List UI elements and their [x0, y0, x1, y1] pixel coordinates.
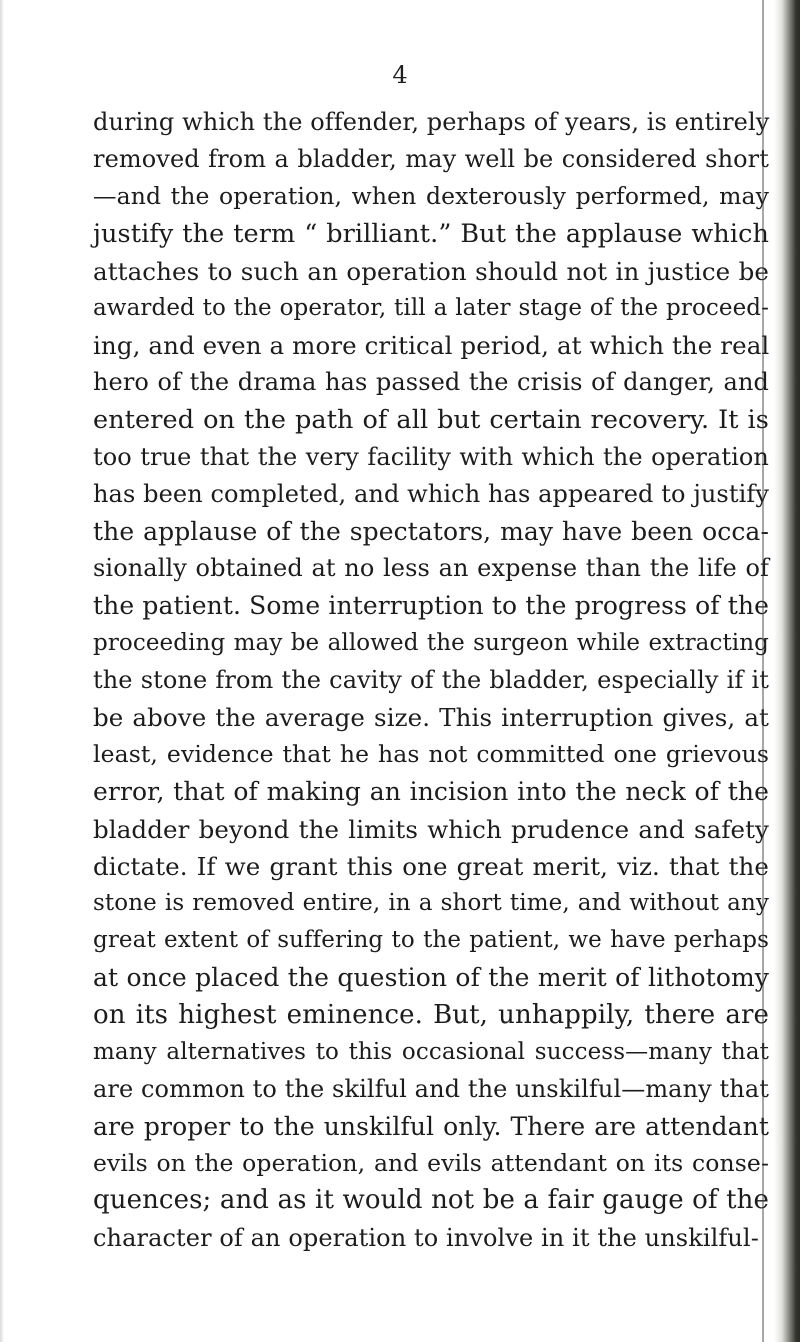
text-line: during which the offender, perhaps of years, is entirely [93, 108, 770, 136]
text-line: stone is removed entire, in a short time, and without any [93, 889, 769, 916]
body-text [93, 104, 769, 1257]
text-line: great extent of suffering to the patient, we have perhaps [93, 927, 769, 954]
text-line: ing, and even a more critical period, at which the real [93, 331, 770, 361]
text-line: error, that of making an incision into the neck of the [93, 777, 769, 807]
page-left-edge [0, 0, 4, 1342]
text-line: evils on the operation, and evils attendant on its conse- [93, 1149, 769, 1178]
text-line: on its highest eminence. But, unhappily, there are [93, 999, 769, 1030]
text-line: the stone from the cavity of the bladder, especially if it [93, 665, 769, 694]
text-line: the applause of the spectators, may have been occa- [93, 517, 769, 547]
text-line: at once placed the question of the merit of lithotomy [93, 963, 769, 993]
text-line: many alternatives to this occasional success—many that [93, 1038, 769, 1065]
text-line: dictate. If we grant this one great merit, viz. that the [93, 851, 769, 881]
binding-fold-line [762, 0, 764, 1342]
text-line: character of an operation to involve in it the unskilful- [93, 1223, 759, 1252]
text-line: the patient. Some interruption to the progress of the [93, 591, 769, 621]
text-line: attaches to such an operation should not in justice be [93, 256, 769, 286]
book-binding-edge [774, 0, 800, 1342]
text-line: quences; and as it would not be a fair gauge of the [93, 1185, 769, 1216]
text-line: proceeding may be allowed the surgeon while extracting [93, 629, 769, 656]
text-line: too true that the very facility with which the operation [93, 442, 769, 471]
text-line: are common to the skilful and the unskilful—many that [93, 1074, 769, 1103]
page-number: 4 [392, 61, 408, 89]
text-line: entered on the path of all but certain recovery. It is [93, 404, 769, 435]
text-line: bladder beyond the limits which prudence and safety [93, 814, 769, 844]
text-line: removed from a bladder, may well be considered short [93, 145, 769, 174]
text-line: sionally obtained at no less an expense than the life of [93, 554, 769, 583]
text-line: —and the operation, when dexterously performed, may [93, 182, 769, 211]
text-line: least, evidence that he has not committed one grievous [93, 740, 769, 769]
text-line: are proper to the unskilful only. There are attendant [93, 1112, 769, 1142]
text-line: justify the term “ brilliant.” But the applause which [93, 218, 769, 249]
text-line: has been completed, and which has appeared to justify [93, 479, 769, 508]
text-line: hero of the drama has passed the crisis of danger, and [93, 368, 769, 397]
text-line: be above the average size. This interruption gives, at [93, 703, 769, 732]
text-line: awarded to the operator, till a later stage of the proceed- [93, 294, 769, 321]
